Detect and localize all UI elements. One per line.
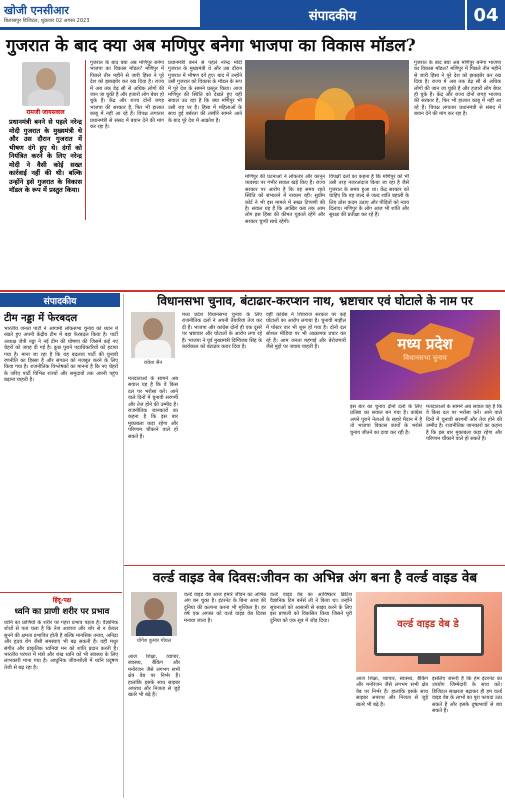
article3-column-4: मतदाताओं के सामने अब सवाल यह है कि वे किस दल पर भरोसा करें। आने वाले दिनों में चुनावी सरगर्मी और तेज होने की उम्मीद है। राजनीतिक जानकारों का कहना है कि इस बार मुकाबला कड़ा रहेगा और परिणाम चौंकाने वाले हो सकते हैं। bbox=[426, 404, 502, 443]
article5-headline: वर्ल्ड वाइड वेब दिवस:जीवन का अभिन्न अंग बना है वर्ल्ड वाइड वेब bbox=[152, 570, 478, 586]
article4-label: हिंदू-पक्ष bbox=[52, 597, 72, 604]
article2-body: भारतीय जनता पार्टी ने आगामी लोकसभा चुनाव को ध्यान में रखते हुए अपनी केंद्रीय टीम में बड़ा फेरबदल किया है। पार्टी अध्यक्ष जेपी नड्डा ने नई टीम की घोषणा की जिसमें कई नए चेहरों को जगह दी गई है। कुछ पुराने पदाधिकारियों को हटाया गया है। माना जा रहा है कि यह बदलाव पार्टी की चुनावी रणनीति का हिस्सा है और संगठन को मजबूत करने के लिए किया गया है। राजनीतिक विश्लेषकों का मानना है कि नए चेहरों के जरिए पार्टी विभिन्न राज्यों और समुदायों तक अपनी पहुंच बढ़ाना चाहती है। bbox=[4, 326, 118, 384]
masthead bbox=[0, 0, 505, 30]
column-divider bbox=[123, 294, 124, 798]
author-box bbox=[6, 60, 86, 220]
article3-headline: विधानसभा चुनाव, बंटाढार-करप्शन नाथ, भ्रष्टाचार एवं घोटाले के नाम पर bbox=[157, 294, 473, 308]
article5-column-2: वर्ल्ड वाइड वेब का आविष्कार ब्रिटिश वैज्ञानिक टिम बर्नर्स ली ने किया था। उन्होंने सूचनाओं को आसानी से साझा करने के लिए इस प्रणाली को विकसित किया जिसने पूरी दुनिया को एक सूत्र में जोड़ दिया। bbox=[270, 592, 352, 624]
article5-author bbox=[128, 592, 180, 650]
manipur-fire-photo bbox=[245, 60, 409, 170]
article3-column-3: इस बार का चुनाव दोनों दलों के लिए प्रतिष्ठा का सवाल बन गया है। कांग्रेस अपने पुराने नेताओं के सहारे मैदान में है तो भाजपा विकास कार्यों के भरोसे चुनाव जीतने का दावा कर रही है। bbox=[350, 404, 422, 436]
article3-author-name: राकेश सैन bbox=[143, 360, 163, 366]
madhya-pradesh-map-graphic bbox=[350, 310, 500, 400]
editorial-section-strip: संपादकीय bbox=[0, 293, 120, 307]
article3-author bbox=[128, 312, 178, 372]
article5-column-1: वर्ल्ड वाइड वेब आज हमारे जीवन का अभिन्न अंग बन चुका है। इंटरनेट के बिना आज की दुनिया की कल्पना करना भी मुश्किल है। हर वर्ष एक अगस्त को वर्ल्ड वाइड वेब दिवस मनाया जाता है। bbox=[184, 592, 266, 624]
divider bbox=[0, 592, 122, 593]
article1-column-5: गुजरात के बाद क्या अब मणिपुर बनेगा भाजपा का विकास मॉडल? मणिपुर में पिछले तीन महीने से जारी हिंसा ने पूरे देश को झकझोर कर रख दिया है। राज्य में अब तक डेढ़ सौ से अधिक लोगों की जान जा चुकी है और हजारों लोग बेघर हो चुके हैं। केंद्र और राज्य दोनों जगह भाजपा की सरकार है, फिर भी हालात काबू में नहीं आ रहे हैं। विपक्ष लगातार प्रधानमंत्री से संसद में बयान देने की मांग कर रहा है। bbox=[414, 60, 501, 118]
brand-name: खोजी एनसीआर bbox=[4, 4, 69, 17]
article2-title: टीम नड्डा में फेरबदल bbox=[4, 313, 78, 324]
article1-column-2: प्रधानमंत्री बनने से पहले नरेन्द्र मोदी गुजरात के मुख्यमंत्री थे और उस दौरान गुजरात में भीषण दंगे हुए। बाद में उन्होंने उसी गुजरात को विकास के मॉडल के रूप में पूरे देश के सामने प्रस्तुत किया। आज मणिपुर की स्थिति को देखते हुए यही सवाल उठ रहा है कि क्या मणिपुर भी उसी राह पर है। हिंसा में महिलाओं के साथ हुई बर्बरता की तस्वीरें सामने आने के बाद पूरे देश में आक्रोश है। bbox=[168, 60, 242, 124]
article5-column-3: आज शिक्षा, व्यापार, स्वास्थ्य, बैंकिंग और मनोरंजन जैसे लगभग सभी क्षेत्र वेब पर निर्भर हैं। हालांकि इसके साथ साइबर अपराध और निजता से जुड़े खतरे भी बढ़े हैं। bbox=[356, 676, 428, 708]
web-day-image-text: वर्ल्ड वाइड वेब डे bbox=[397, 619, 459, 630]
page-number: 04 bbox=[465, 0, 505, 30]
article5-author-name: योगेश कुमार गोयल bbox=[136, 638, 172, 644]
map-title: मध्य प्रदेश bbox=[397, 335, 453, 353]
author-name: रामजी जायसवाल bbox=[26, 109, 65, 116]
article4-title: ध्वनि का प्राणी शरीर पर प्रभाव bbox=[14, 607, 110, 617]
main-headline: गुजरात के बाद क्या अब मणिपुर बनेगा भाजपा का विकास मॉडल? bbox=[6, 36, 416, 56]
world-wide-web-day-graphic bbox=[356, 592, 502, 672]
article3-column-0: मतदाताओं के सामने अब सवाल यह है कि वे किस दल पर भरोसा करें। आने वाले दिनों में चुनावी सरगर्मी और तेज होने की उम्मीद है। राजनीतिक जानकारों का कहना है कि इस बार मुकाबला कड़ा रहेगा और परिणाम चौंकाने वाले हो सकते हैं। bbox=[128, 376, 178, 440]
article1-column-1: गुजरात के बाद क्या अब मणिपुर बनेगा भाजपा का विकास मॉडल? मणिपुर में पिछले तीन महीने से जारी हिंसा ने पूरे देश को झकझोर कर रख दिया है। राज्य में अब तक डेढ़ सौ से अधिक लोगों की जान जा चुकी है और हजारों लोग बेघर हो चुके हैं। केंद्र और राज्य दोनों जगह भाजपा की सरकार है, फिर भी हालात काबू में नहीं आ रहे हैं। विपक्ष लगातार प्रधानमंत्री से संसद में बयान देने की मांग कर रहा है। bbox=[90, 60, 164, 131]
map-subtitle: विधानसभा चुनाव bbox=[403, 354, 447, 362]
pull-quote: प्रधानमंत्री बनने से पहले नरेन्द्र मोदी गुजरात के मुख्यमंत्री थे और उस दौरान गुजरात में भीषण दंगे हुए थे। दंगों को नियंत्रित करने के लिए नरेन्द्र मोदी ने वैसी कोई सख्त कार्रवाई नहीं की थी। बल्कि उन्होंने इसे गुजरात के विकास मॉडल के रूप में प्रस्तुत किया। bbox=[9, 118, 82, 194]
article3-column-2: वहीं कांग्रेस ने शिवराज सरकार पर कई घोटालों का आरोप लगाया है। चुनावी माहौल में पोस्टर वार भी शुरू हो गया है। दोनों दल सोशल मीडिया पर भी आक्रामक प्रचार कर रहे हैं। आम जनता महंगाई और बेरोजगारी जैसे मुद्दों पर जवाब चाहती है। bbox=[266, 312, 346, 351]
article1-column-4: विपक्षी दलों का कहना है कि मणिपुर को भी उसी तरह नजरअंदाज किया जा रहा है जैसे गुजरात के समय हुआ था। केंद्र सरकार को चाहिए कि वह जल्द से जल्द शांति बहाली के लिए ठोस कदम उठाए और पीड़ितों को न्याय दिलाए। मणिपुर के लोग आज भी शांति और सुरक्षा की प्रतीक्षा कर रहे हैं। bbox=[329, 174, 409, 219]
author-photo bbox=[22, 62, 70, 106]
issue-date: बिलासपुर डिजिटल, शुक्रवार 02 अगस्त 2023 bbox=[4, 18, 90, 24]
section-title: संपादकीय bbox=[200, 0, 465, 30]
article1-column-3: मणिपुर की घटनाओं ने लोकतंत्र और कानून व्यवस्था पर गंभीर सवाल खड़े किए हैं। राज्य सरकार पर आरोप है कि वह समय रहते स्थिति को संभालने में नाकाम रही। सुप्रीम कोर्ट ने भी इस मामले में सख्त टिप्पणी की है। सवाल यह है कि आखिर कब तक आम लोग इस हिंसा की कीमत चुकाते रहेंगे और सरकार चुप्पी साधे रहेगी। bbox=[245, 174, 325, 225]
article5-column-0: आज शिक्षा, व्यापार, स्वास्थ्य, बैंकिंग और मनोरंजन जैसे लगभग सभी क्षेत्र वेब पर निर्भर हैं। हालांकि इसके साथ साइबर अपराध और निजता से जुड़े खतरे भी बढ़े हैं। bbox=[128, 654, 180, 699]
article4-body: ध्वनि का प्राणियों के शरीर पर गहरा प्रभाव पड़ता है। वैज्ञानिक शोधों से पता चला है कि तेज आवाज और शोर से न केवल सुनने की क्षमता प्रभावित होती है बल्कि मानसिक तनाव, अनिद्रा और हृदय रोग जैसी समस्याएं भी बढ़ सकती हैं। वहीं मधुर संगीत और प्राकृतिक ध्वनियां मन को शांति प्रदान करती हैं। भारतीय परंपरा में मंत्रों और शंख ध्वनि को भी स्वास्थ्य के लिए लाभकारी माना गया है। आधुनिक जीवनशैली में ध्वनि प्रदूषण तेजी से बढ़ रहा है। bbox=[4, 620, 118, 671]
article5-author-photo bbox=[131, 592, 177, 636]
article3-column-1: मध्य प्रदेश विधानसभा चुनाव के लिए राजनीतिक दलों ने अपनी तैयारियां तेज कर दी हैं। भाजपा और कांग्रेस दोनों ही एक दूसरे पर भ्रष्टाचार और घोटालों के आरोप लगा रहे हैं। भाजपा ने पूर्व मुख्यमंत्री दिग्विजय सिंह के कार्यकाल को बंटाढार करार दिया है। bbox=[182, 312, 262, 351]
article3-author-photo bbox=[131, 312, 175, 358]
article5-column-4: इसलिए जरूरी है कि हम इंटरनेट का उपयोग जिम्मेदारी के साथ करें। डिजिटल साक्षरता बढ़ाकर ही हम वर्ल्ड वाइड वेब के लाभों का पूरा फायदा उठा सकते हैं और इसके दुष्प्रभावों से बच सकते हैं। bbox=[432, 676, 502, 715]
masthead-left bbox=[0, 0, 200, 30]
divider bbox=[124, 565, 505, 566]
